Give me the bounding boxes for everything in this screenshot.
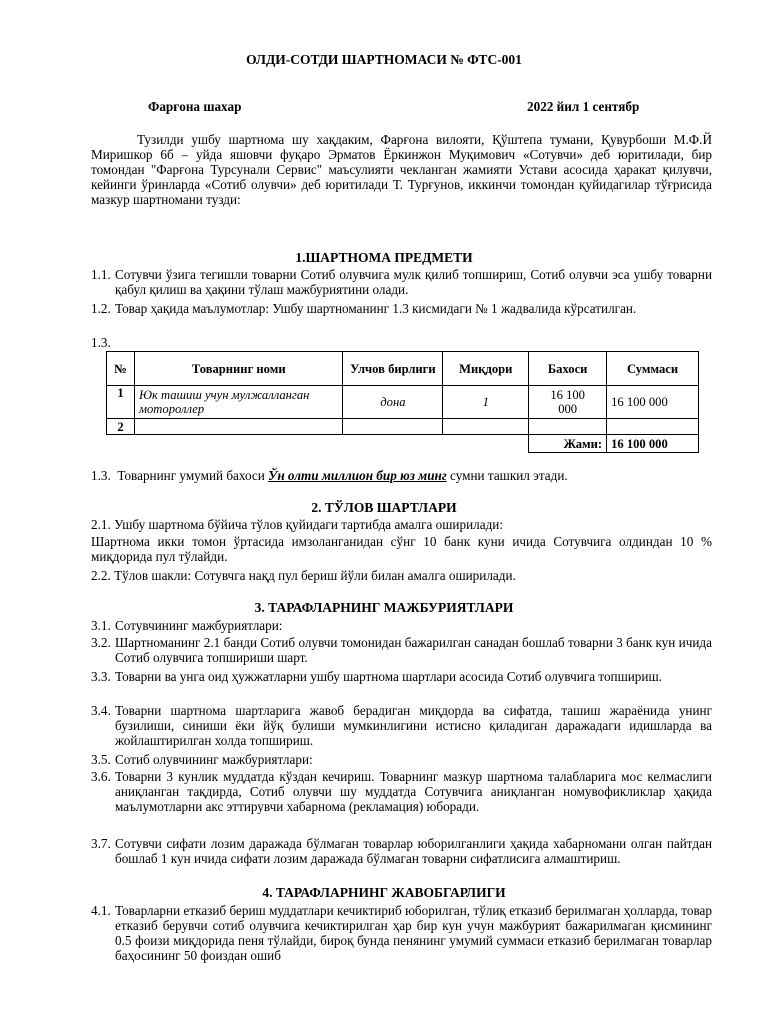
table-row <box>107 386 699 419</box>
col-header-unit: Улчов бирлиги <box>343 352 443 386</box>
total-label: Жами: <box>529 435 607 453</box>
clause-3-7 <box>91 836 712 866</box>
document-city: Фарғона шахар <box>148 99 242 114</box>
clause-text: Товарни 3 кунлик муддатда кўздан кечириш. Товарнинг мазкур шартнома талабларига мос келмаслиги аниқланган тақдирда, Сотиб олувчи шу муддатда Сотувчига аниқланган номувофикликлар ҳақида маълумотларни акс эттирувчи хабарнома (рекламация) юборади. <box>115 769 712 814</box>
price-sentence <box>91 468 712 483</box>
cell-qty: 1 <box>443 386 529 419</box>
clause-3-3 <box>91 669 712 684</box>
table-total-row <box>107 435 699 453</box>
clause-3-5 <box>91 752 712 767</box>
col-header-price: Бахоси <box>529 352 607 386</box>
clause-1-2 <box>91 301 712 316</box>
col-header-sum: Суммаси <box>607 352 699 386</box>
section1-heading: 1.ШАРТНОМА ПРЕДМЕТИ <box>295 250 473 265</box>
cell-sum: 16 100 000 <box>607 386 699 419</box>
table-row <box>107 419 699 435</box>
total-spacer <box>107 435 529 453</box>
cell-no: 2 <box>107 419 135 435</box>
clause-text <box>115 267 712 297</box>
table-header-row <box>107 352 699 386</box>
total-value: 16 100 000 <box>607 435 699 453</box>
clause-text: Товарни ва унга оид ҳужжатларни ушбу шартнома шартлари асосида Сотиб олувчига топшириш. <box>115 669 662 684</box>
clause-number: 3.5. <box>91 752 111 767</box>
clause-2-1: 2.1. Ушбу шартнома бўйича тўлов қуйидаги тартибда амалга оширилади: <box>91 517 503 532</box>
price-in-words: Ўн олти миллион бир юз минг <box>268 468 447 483</box>
cell-price: 16 100 000 <box>529 386 607 419</box>
cell-sum <box>607 419 699 435</box>
clause-text: Товарларни етказиб бериш муддатлари кечиктириб юборилган, тўлиқ етказиб берилмаган ҳолларда, товар етказиб берувчи сотиб олувчига кечиктирилган ҳар бир кун учун мажбурият бажарилмаган қисмининг 0.5 фоизи миқдорида пеня тўлайди, бироқ бунда пенянинг умумий суммаси етказиб берилмаган товарлар баҳосининг 50 фоиздан ошиб <box>115 903 712 963</box>
clause-3-2 <box>91 635 712 665</box>
clause-number: 3.3. <box>91 669 111 684</box>
cell-unit <box>343 419 443 435</box>
clause-number: 4.1. <box>91 903 111 918</box>
clause-number: 3.1. <box>91 618 111 633</box>
clause-number: 3.4. <box>91 703 111 718</box>
clause-text: Сотувчи сифати лозим даражада бўлмаган товарлар юборилганлиги ҳақида хабарномани олган пайтдан бошлаб 1 кун ичида сифати лозим даражада бўлмаган товарни сифатлисига алмаштириш. <box>115 836 712 866</box>
price-sentence-before: Товарнинг умумий бахоси <box>117 468 269 483</box>
clause-number: 1.3. <box>91 468 111 483</box>
clause-4-1 <box>91 903 712 963</box>
payment-terms-paragraph: Шартнома икки томон ўртасида имзоланганидан сўнг 10 банк куни ичида Сотувчига олдиндан 10 % миқдорида пул тўлайди. <box>91 534 712 564</box>
clause-text: Шартноманинг 2.1 банди Сотиб олувчи томонидан бажарилган санадан бошлаб товарни 3 банк кун ичида Сотиб олувчига топшириши шарт. <box>115 635 712 665</box>
cell-no: 1 <box>107 386 135 419</box>
document-title: ОЛДИ-СОТДИ ШАРТНОМАСИ № ФТС-001 <box>246 52 522 67</box>
cell-name <box>134 419 343 435</box>
cell-name: Юк ташиш учун мулжалланган мотороллер <box>134 386 343 419</box>
section4-heading: 4. ТАРАФЛАРНИНГ ЖАВОБГАРЛИГИ <box>262 885 506 900</box>
price-sentence-after: сумни ташкил этади. <box>446 468 568 483</box>
cell-price <box>529 419 607 435</box>
clause-text: Сотувчининг мажбуриятлари: <box>115 618 283 633</box>
clause-number: 1.3. <box>91 335 111 350</box>
clause-number: 3.7. <box>91 836 111 851</box>
clause-number: 1.1. <box>91 267 111 282</box>
clause-number: 1.2. <box>91 301 111 316</box>
col-header-name: Товарнинг номи <box>134 352 343 386</box>
clause-text: Сотиб олувчининг мажбуриятлари: <box>115 752 313 767</box>
clause-1-1 <box>91 267 712 297</box>
col-header-no: № <box>107 352 135 386</box>
cell-unit: дона <box>343 386 443 419</box>
clause-number: 3.2. <box>91 635 111 650</box>
clause-number: 3.6. <box>91 769 111 784</box>
document-date: 2022 йил 1 сентябр <box>527 99 640 114</box>
clause-text: Товар ҳақида маълумотлар: Ушбу шартноманинг 1.3 кисмидаги № 1 жадвалида кўрсатилган. <box>115 301 637 316</box>
clause-text: Товарни шартнома шартларига жавоб берадиган миқдорда ва сифатда, ташиш жараёнида унинг бузилиши, синиши ёки йўқ булиши мумкинлигини истисно қиладиган даражадаги идишларда ва жойлаштирилган холда топшириш. <box>115 703 712 748</box>
clause-3-4 <box>91 703 712 748</box>
section3-heading: 3. ТАРАФЛАРНИНГ МАЖБУРИЯТЛАРИ <box>254 600 514 615</box>
intro-paragraph: Тузилди ушбу шартнома шу хақдаким, Фарғона вилояти, Қўштепа тумани, Қувурбоши М.Ф.Й Миришкор 6б – уйда яшовчи фуқаро Эрматов Ёркинжон Муқимович «Сотувчи» деб юритилади, бир томондан "Фарғона Турсунали Сервис" маъсулияти чекланган жамияти Устави асосида ҳаракат қилувчи, кейинги ўринларда «Сотиб олувчи» деб юритилади Т. Турғунов, иккинчи томондан қуйидагилар тўғрисида мазкур шартномани тузди: <box>91 132 712 207</box>
cell-qty <box>443 419 529 435</box>
section2-heading: 2. ТЎЛОВ ШАРТЛАРИ <box>311 500 457 515</box>
col-header-qty: Миқдори <box>443 352 529 386</box>
clause-3-1 <box>91 618 712 633</box>
goods-table <box>106 351 699 453</box>
clause-text-content: Сотувчи ўзига тегишли товарни Сотиб олувчига мулк қилиб топшириш, Сотиб олувчи эса ушбу товарни қабул қилиш ва ҳақини тўлаш мажбуриятини олади. <box>115 267 712 297</box>
clause-2-2: 2.2. Тўлов шакли: Сотувчга нақд пул бериш йўли билан амалга оширилади. <box>91 568 516 583</box>
clause-3-6 <box>91 769 712 814</box>
